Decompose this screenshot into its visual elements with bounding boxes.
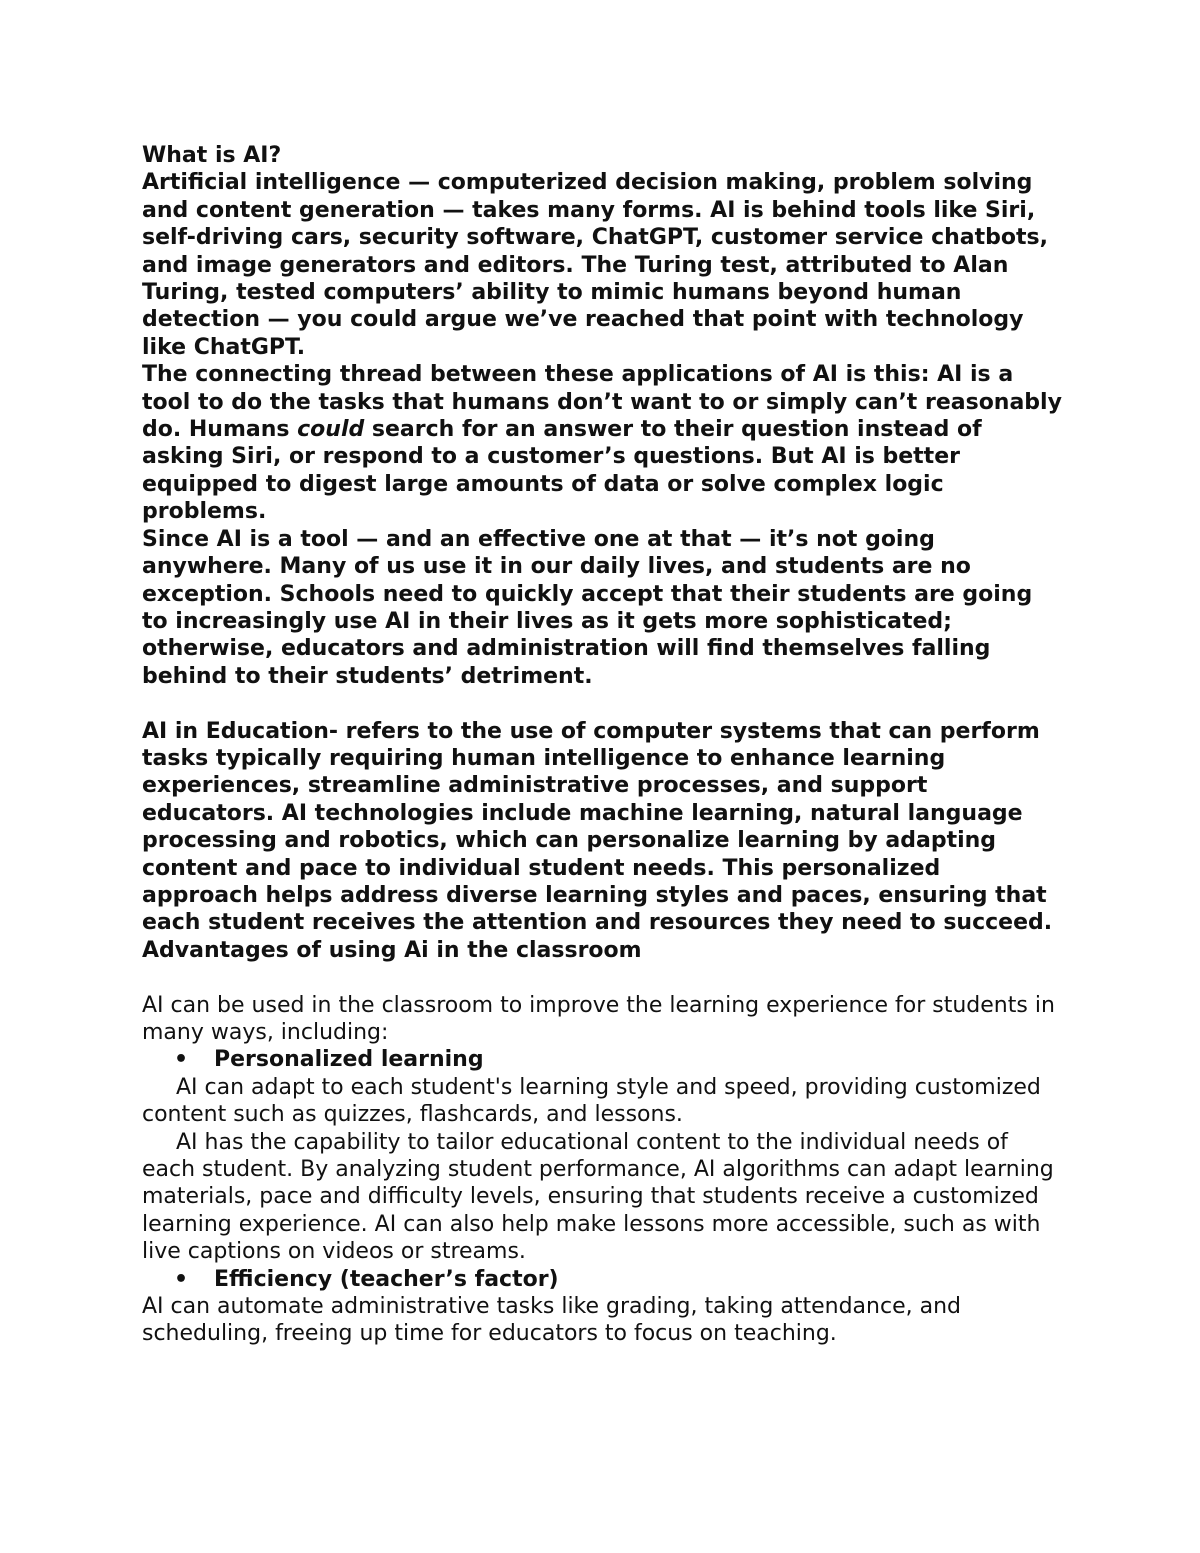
bullet-heading-efficiency: Efficiency (teacher’s factor) [214,1266,559,1292]
advantages-heading: Advantages of using Ai in the classroom [142,937,642,963]
bullet-dot: • [174,1266,189,1292]
paragraph-spacer [142,964,1062,991]
bullet-efficiency [142,1266,1062,1293]
paragraph-spacer [142,690,1062,717]
ai-in-education-paragraph: AI in Education- refers to the use of computer systems that can perform tasks typically requiring human intelligence to enhance learning experiences, streamline administrative processes, and support educators. AI technologies include machine learning, natural language processing and robotics, which can personalize learning by adapting content and pace to individual student needs. This personalized approach helps address diverse learning styles and paces, ensuring that each student receives the attention and resources they need to succeed. [142,718,1053,936]
bullet-heading-personalized: Personalized learning [214,1047,484,1073]
advantages-intro: AI can be used in the classroom to improve the learning experience for students in many ways, including: [142,992,1055,1045]
intro-paragraph-1: Artificial intelligence — computerized decision making, problem solving and content generation — takes many forms. AI is behind tools like Siri, self-driving cars, security software, ChatGPT, customer service chatbots, and image generators and editors. The Turing test, attributed to Alan Turing, tested computers’ ability to mimic humans beyond human detection — you could argue we’ve reached that point with technology like ChatGPT. [142,170,1048,360]
document-title: What is AI? [142,143,282,168]
personalized-paragraph-1: AI can adapt to each student's learning style and speed, providing customized content such as quizzes, flashcards, and lessons. [142,1074,1041,1128]
bullet-dot: • [174,1047,189,1073]
emphasis-could: could [297,417,365,443]
intro-paragraph-2 [142,361,1062,525]
intro-paragraph-2-part-b: search for an answer to their question instead of asking Siri, or respond to a customer’s questions. But AI is better equipped to digest large amounts of data or solve complex logic problems. [142,417,982,525]
document-page [142,142,1062,1348]
personalized-paragraph-2: AI has the capability to tailor educational content to the individual needs of each student. By analyzing student performance, AI algorithms can adapt learning materials, pace and difficulty levels, ensuring that students receive a customized learning experience. AI can also help make lessons more accessible, such as with live captions on videos or streams. [142,1129,1054,1265]
intro-paragraph-2-part-a: The connecting thread between these applications of AI is this: AI is a tool to do the tasks that humans don’t want to or simply can’t reasonably do. Humans [142,362,1062,443]
intro-paragraph-3: Since AI is a tool — and an effective one at that — it’s not going anywhere. Many of us use it in our daily lives, and students are no exception. Schools need to quickly accept that their students are going to increasingly use AI in their lives as it gets more sophisticated; otherwise, educators and administration will find themselves falling behind to their students’ detriment. [142,526,1033,689]
efficiency-paragraph-1: AI can automate administrative tasks like grading, taking attendance, and scheduling, freeing up time for educators to focus on teaching. [142,1294,961,1347]
bullet-personalized-learning [142,1046,1062,1073]
